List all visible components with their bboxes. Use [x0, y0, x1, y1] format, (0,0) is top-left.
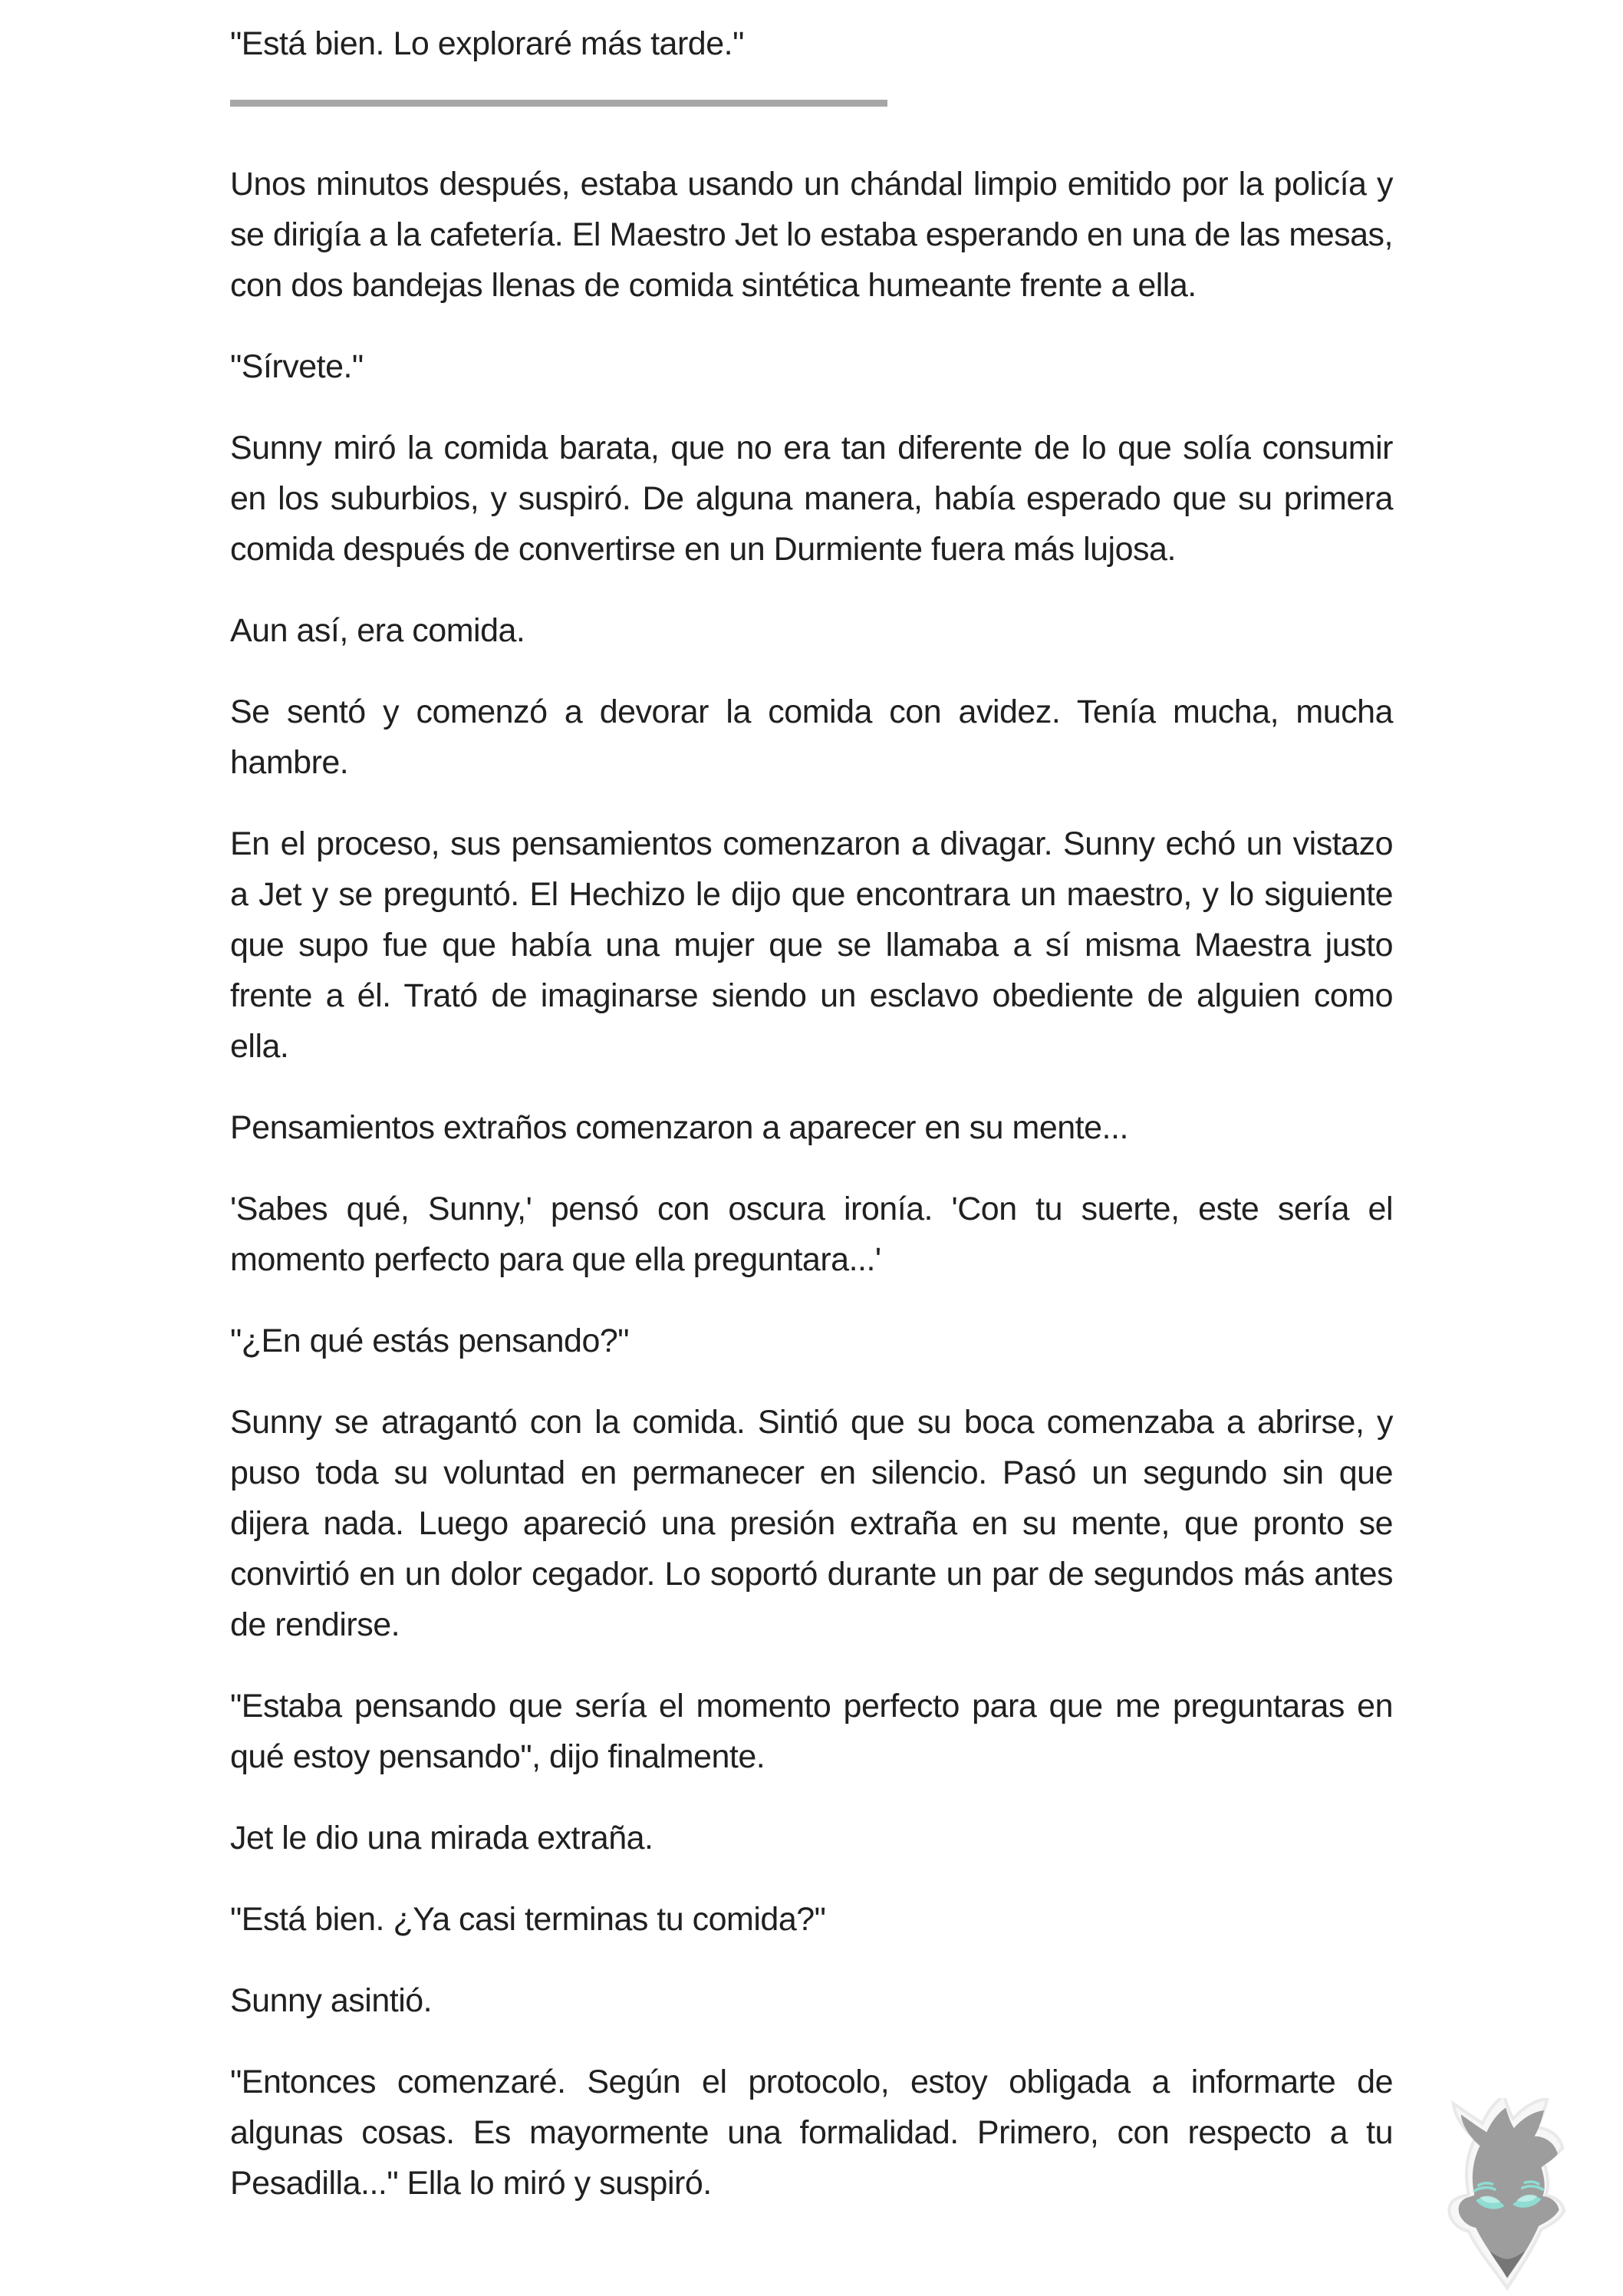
paragraph: Pensamientos extraños comenzaron a aparecer en su mente...	[230, 1109, 1128, 1146]
paragraph: "¿En qué estás pensando?"	[230, 1323, 630, 1359]
paragraph: Se sentó y comenzó a devorar la comida con avidez. Tenía mucha, mucha hambre.	[230, 693, 1393, 781]
paragraph: "Está bien. Lo exploraré más tarde."	[230, 25, 744, 62]
document-body	[230, 18, 1393, 2239]
paragraph: En el proceso, sus pensamientos comenzaron a divagar. Sunny echó un vistazo a Jet y se preguntó. El Hechizo le dijo que encontrara un maestro, y lo siguiente que supo fue que había una mujer que se llamaba a sí misma Maestra justo frente a él. Trató de imaginarse siendo un esclavo obediente de alguien como ella.	[230, 825, 1393, 1065]
paragraph: 'Sabes qué, Sunny,' pensó con oscura ironía. 'Con tu suerte, este sería el momento perfecto para que ella preguntara...'	[230, 1191, 1393, 1278]
section-divider	[230, 100, 887, 107]
paragraph: Sunny se atragantó con la comida. Sintió que su boca comenzaba a abrirse, y puso toda su voluntad en permanecer en silencio. Pasó un segundo sin que dijera nada. Luego apareció una presión extraña en su mente, que pronto se convirtió en un dolor cegador. Lo soportó durante un par de segundos más antes de rendirse.	[230, 1404, 1393, 1643]
demon-head-icon	[1439, 2098, 1575, 2294]
paragraph: "Sírvete."	[230, 348, 364, 385]
paragraph: Unos minutos después, estaba usando un chándal limpio emitido por la policía y se dirigía a la cafetería. El Maestro Jet lo estaba esperando en una de las mesas, con dos bandejas llenas de comida sintética humeante frente a ella.	[230, 166, 1393, 304]
paragraph: Sunny miró la comida barata, que no era tan diferente de lo que solía consumir en los suburbios, y suspiró. De alguna manera, había esperado que su primera comida después de convertirse en un Durmiente fuera más lujosa.	[230, 430, 1393, 568]
paragraph: "Está bien. ¿Ya casi terminas tu comida?"	[230, 1901, 826, 1938]
paragraph: Sunny asintió.	[230, 1982, 433, 2019]
paragraph: Jet le dio una mirada extraña.	[230, 1820, 653, 1856]
paragraph: "Estaba pensando que sería el momento perfecto para que me preguntaras en qué estoy pensando", dijo finalmente.	[230, 1688, 1393, 1775]
paragraph: Aun así, era comida.	[230, 612, 525, 649]
paragraph: "Entonces comenzaré. Según el protocolo, estoy obligada a informarte de algunas cosas. Es mayormente una formalidad. Primero, con respecto a tu Pesadilla..." Ella lo miró y suspiró.	[230, 2064, 1393, 2202]
demon-head-watermark	[1439, 2098, 1575, 2294]
